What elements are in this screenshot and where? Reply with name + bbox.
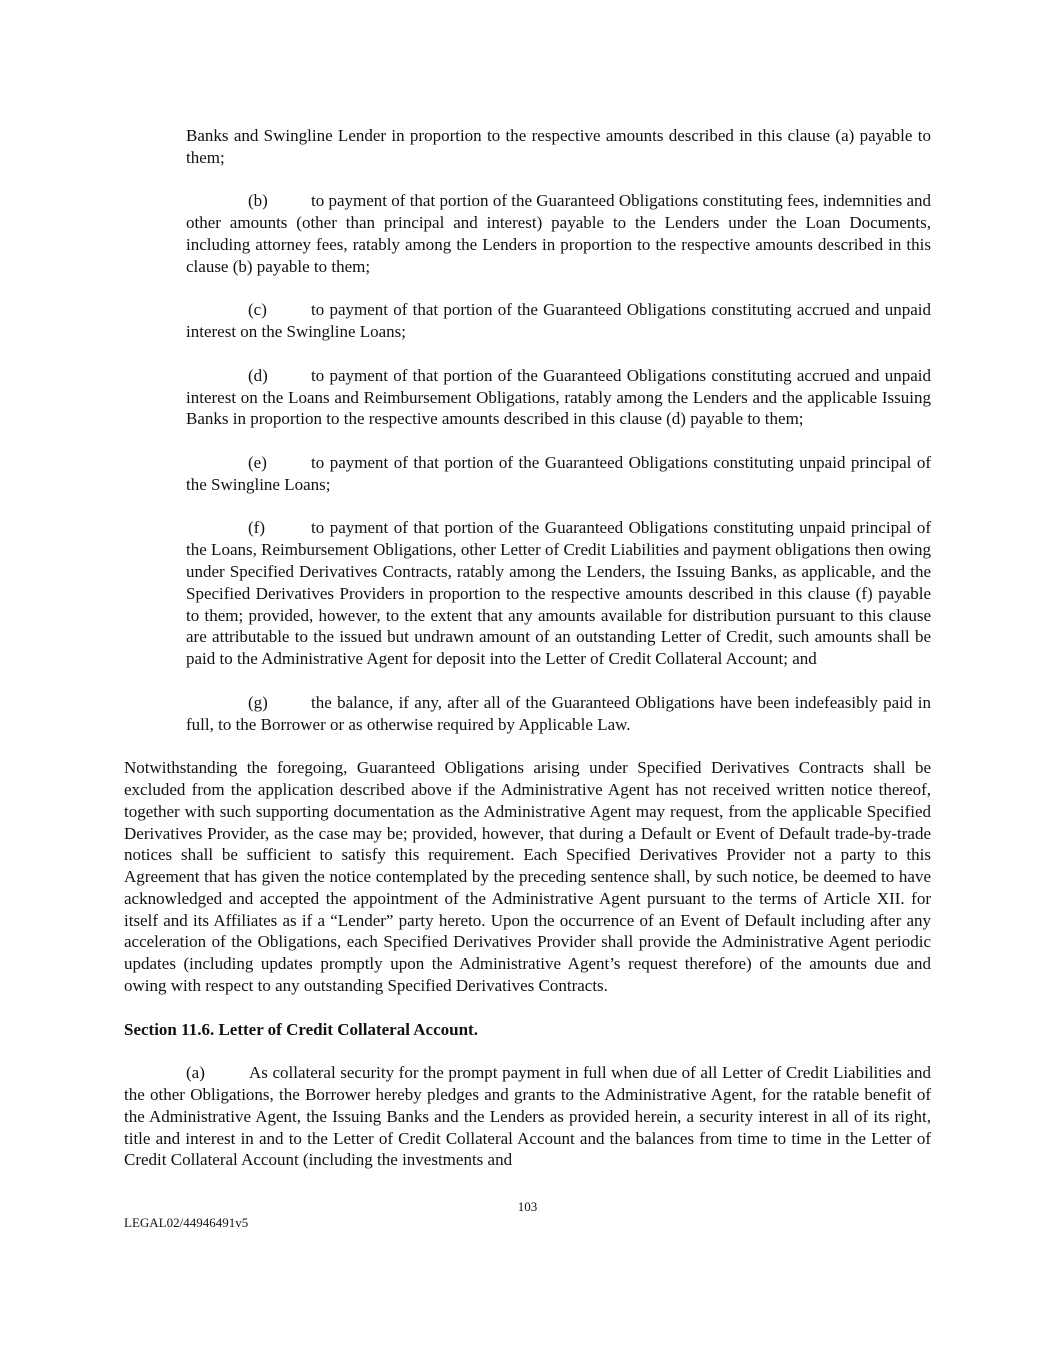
paragraph-clause-b	[186, 190, 931, 277]
paragraph-clause-e	[186, 452, 931, 496]
clause-text: to payment of that portion of the Guaranteed Obligations constituting fees, indemnities and other amounts (other than principal and interest) payable to the Lenders under the Loan Documents, including attorney fees, ratably among the Lenders in proportion to the respective amounts described in this clause (b) payable to them;	[186, 191, 931, 276]
clause-text: As collateral security for the prompt payment in full when due of all Letter of Credit Liabilities and the other Obligations, the Borrower hereby pledges and grants to the Administrative Agent, for the ratable benefit of the Administrative Agent, the Issuing Banks and the Lenders as provided herein, a security interest in all of its right, title and interest in and to the Letter of Credit Collateral Account and the balances from time to time in the Letter of Credit Collateral Account (including the investments and	[124, 1063, 931, 1170]
clause-text: to payment of that portion of the Guaranteed Obligations constituting unpaid principal of the Swingline Loans;	[186, 452, 931, 494]
paragraph-section-a	[124, 1062, 931, 1171]
clause-text: to payment of that portion of the Guaranteed Obligations constituting unpaid principal of the Loans, Reimbursement Obligations, other Letter of Credit Liabilities and payment obligations then owing under Specified Derivatives Contracts, ratably among the Lenders, the Issuing Banks, as applicable, and the Specified Derivatives Providers in proportion to the respective amounts described in this clause (f) payable to them; provided, however, to the extent that any amounts available for distribution pursuant to this clause are attributable to the issued but undrawn amount of an outstanding Letter of Credit, such amounts shall be paid to the Administrative Agent for deposit into the Letter of Credit Collateral Account; and	[186, 518, 931, 669]
clause-label: (e)	[248, 452, 267, 472]
paragraph-clause-d	[186, 365, 931, 430]
paragraph-notwithstanding: Notwithstanding the foregoing, Guaranteed Obligations arising under Specified Derivatives Contracts shall be excluded from the application described above if the Administrative Agent has not received written notice thereof, together with such supporting documentation as the Administrative Agent may request, from the applicable Specified Derivatives Provider, as the case may be; provided, however, that during a Default or Event of Default trade-by-trade notices shall be sufficient to satisfy this requirement. Each Specified Derivatives Provider not a party to this Agreement that has given the notice contemplated by the preceding sentence shall, by such notice, be deemed to have acknowledged and accepted the appointment of the Administrative Agent pursuant to the terms of Article XII. for itself and its Affiliates as if a “Lender” party hereto. Upon the occurrence of an Event of Default including after any acceleration of the Obligations, each Specified Derivatives Provider shall provide the Administrative Agent periodic updates (including updates promptly upon the Administrative Agent’s request therefore) of the amounts due and owing with respect to any outstanding Specified Derivatives Contracts.	[124, 758, 931, 996]
paragraph-clause-a-continued: Banks and Swingline Lender in proportion to the respective amounts described in this clause (a) payable to them;	[186, 126, 931, 167]
clause-label: (b)	[248, 191, 268, 211]
page-number: 103	[517, 1199, 538, 1215]
clause-text: to payment of that portion of the Guaranteed Obligations constituting accrued and unpaid interest on the Swingline Loans;	[186, 300, 931, 342]
paragraph-clause-c	[186, 299, 931, 343]
section-heading: Section 11.6. Letter of Credit Collateral Account.	[124, 1019, 478, 1039]
clause-label: (g)	[248, 692, 268, 712]
clause-label: (a)	[186, 1063, 205, 1083]
paragraph-clause-f	[186, 517, 931, 670]
page-footer	[0, 1199, 1055, 1271]
clause-text: the balance, if any, after all of the Guaranteed Obligations have been indefeasibly paid in full, to the Borrower or as otherwise required by Applicable Law.	[186, 692, 931, 734]
clause-text: to payment of that portion of the Guaranteed Obligations constituting accrued and unpaid interest on the Loans and Reimbursement Obligations, ratably among the Lenders and the applicable Issuing Banks in proportion to the respective amounts described in this clause (d) payable to them;	[186, 365, 931, 429]
paragraph-clause-g	[186, 692, 931, 736]
document-id: LEGAL02/44946491v5	[124, 1215, 249, 1231]
clause-label: (c)	[248, 300, 267, 320]
clause-label: (f)	[248, 518, 265, 538]
clause-label: (d)	[248, 365, 268, 385]
